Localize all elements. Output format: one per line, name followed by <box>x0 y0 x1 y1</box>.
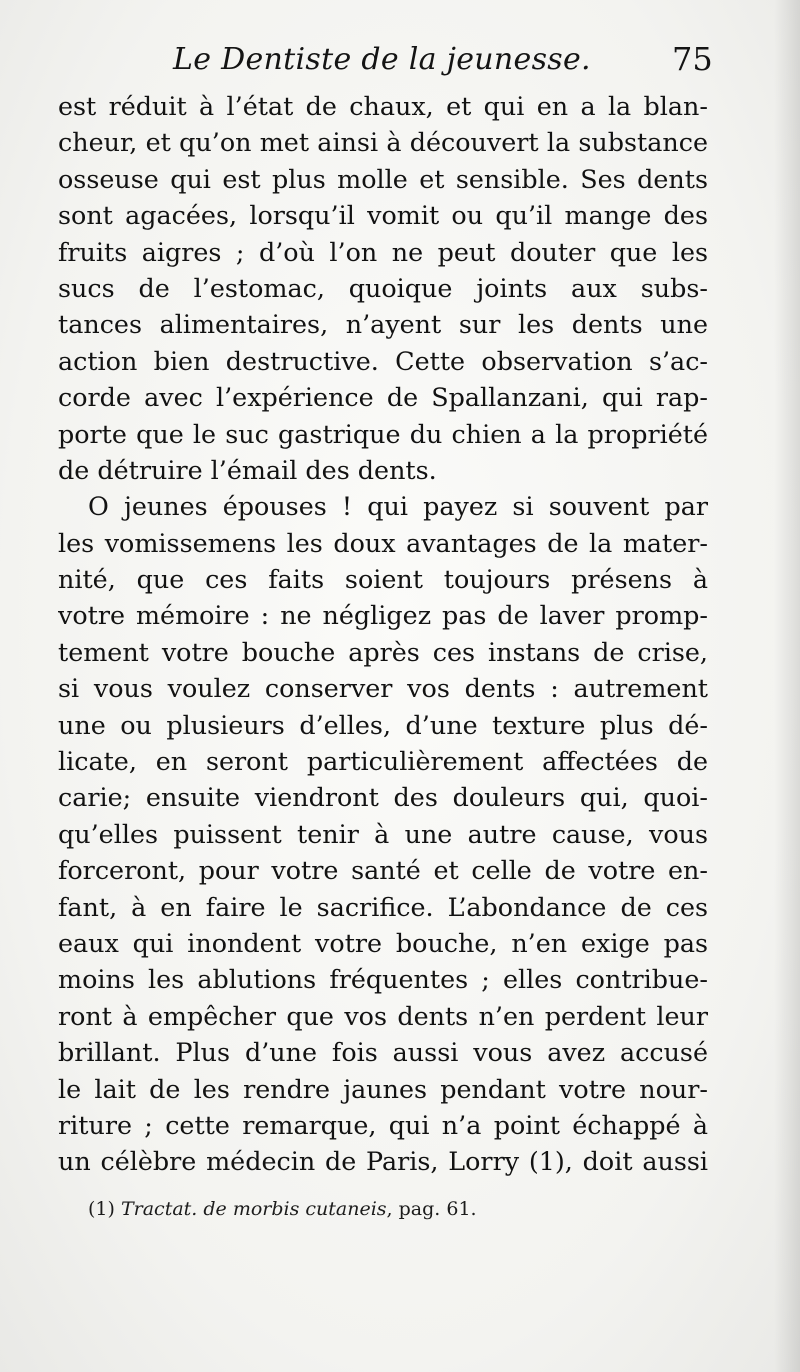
text-line: un célèbre médecin de Paris, Lorry (1), doit aussi <box>58 1146 708 1177</box>
text-line: action bien destructive. Cette observation s’ac- <box>58 345 708 376</box>
text-line: est réduit à l’état de chaux, et qui en a la blan- <box>58 91 708 121</box>
text-line: sucs de l’estomac, quoique joints aux subs- <box>58 272 708 303</box>
text-line: cheur, et qu’on met ainsi à découvert la substance <box>58 127 708 158</box>
running-title: Le Dentiste de la jeunesse. <box>173 42 591 77</box>
text-line: de détruire l’émail des dents. <box>58 454 437 485</box>
text-line: moins les ablutions fréquentes ; elles contribue- <box>58 964 708 995</box>
text-line: porte que le suc gastrique du chien a la propriété <box>58 418 708 449</box>
footnote <box>88 1198 477 1220</box>
text-line: eaux qui inondent votre bouche, n’en exige pas <box>58 927 708 958</box>
text-line: osseuse qui est plus molle et sensible. Ses dents <box>58 163 708 194</box>
text-line: tement votre bouche après ces instans de crise, <box>58 636 708 667</box>
text-line: une ou plusieurs d’elles, d’une texture plus dé- <box>58 709 708 740</box>
text-line: carie; ensuite viendront des douleurs qui, quoi- <box>58 782 708 813</box>
text-line: si vous voulez conserver vos dents : autrement <box>58 673 708 704</box>
body-text <box>58 88 708 1180</box>
text-line: fant, à en faire le sacrifice. L’abondance de ces <box>58 891 708 922</box>
text-line: licate, en seront particulièrement affectées de <box>58 746 708 777</box>
footnote-title: Tractat. de morbis cutaneis <box>120 1198 387 1220</box>
footnote-marker: (1) <box>88 1198 115 1220</box>
text-line: forceront, pour votre santé et celle de votre en- <box>58 855 708 886</box>
page-edge-shadow <box>774 0 800 1372</box>
text-line: le lait de les rendre jaunes pendant votre nour- <box>58 1073 708 1104</box>
text-line: qu’elles puissent tenir à une autre cause, vous <box>58 818 708 849</box>
text-line: nité, que ces faits soient toujours présens à <box>58 564 708 595</box>
text-line: riture ; cette remarque, qui n’a point échappé à <box>58 1109 708 1140</box>
text-line: corde avec l’expérience de Spallanzani, qui rap- <box>58 382 708 413</box>
paragraph-1 <box>58 88 708 488</box>
page-header <box>58 38 712 88</box>
text-line: votre mémoire : ne négligez pas de laver promp- <box>58 600 708 631</box>
text-line: brillant. Plus d’une fois aussi vous avez accusé <box>58 1037 708 1068</box>
text-line: O jeunes épouses ! qui payez si souvent par <box>88 491 708 522</box>
page-number: 75 <box>672 40 713 78</box>
footnote-reference: , pag. 61. <box>386 1198 477 1220</box>
text-line: tances alimentaires, n’ayent sur les dents une <box>58 309 708 340</box>
text-line: ront à empêcher que vos dents n’en perdent leur <box>58 1000 708 1031</box>
text-line: les vomissemens les doux avantages de la mater- <box>58 527 708 558</box>
text-line: fruits aigres ; d’où l’on ne peut douter que les <box>58 236 708 267</box>
paragraph-2 <box>58 488 708 1179</box>
text-line: sont agacées, lorsqu’il vomit ou qu’il mange des <box>58 200 708 231</box>
